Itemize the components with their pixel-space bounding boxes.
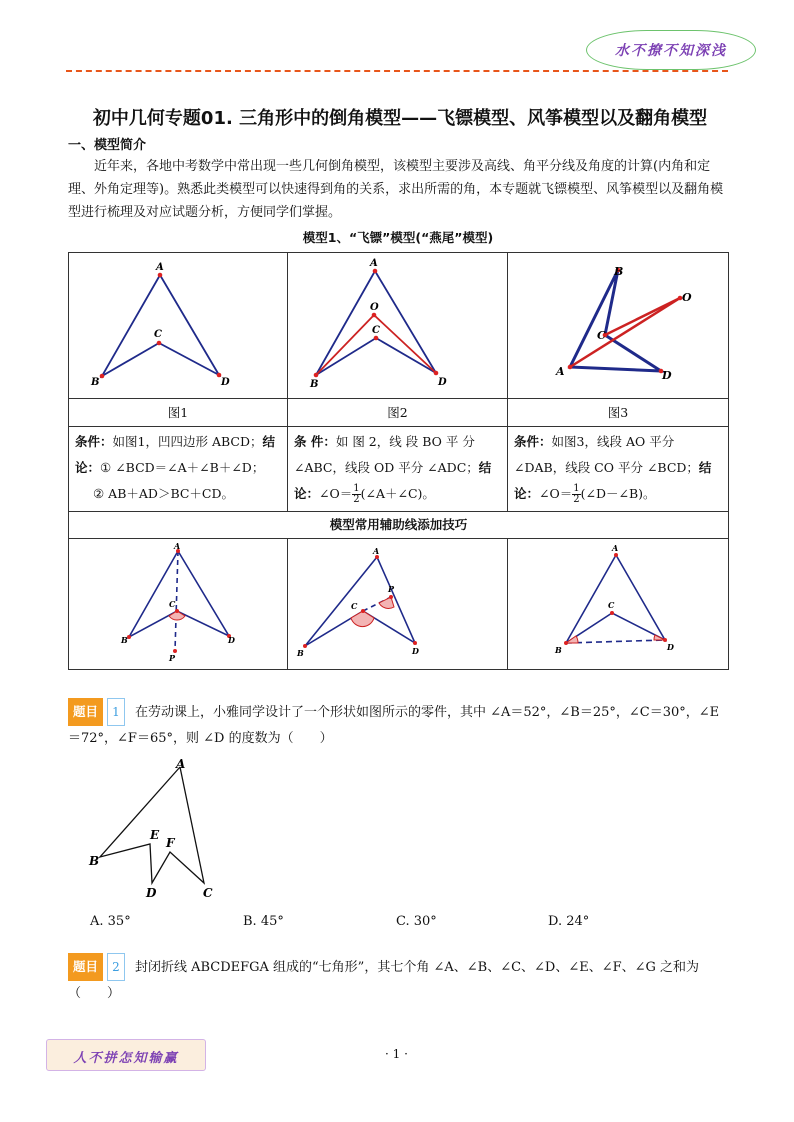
label-B: B: [555, 645, 562, 655]
label-A: A: [612, 543, 619, 553]
label-D: D: [662, 369, 672, 382]
question-number: 1: [107, 698, 125, 726]
option-a[interactable]: A. 35°: [90, 914, 131, 929]
page-number: · 1 ·: [385, 1047, 408, 1061]
question-tag: 题目: [68, 953, 103, 981]
label-B: B: [614, 265, 624, 278]
figure-2: [288, 253, 507, 398]
figure-2-label: 图2: [288, 399, 508, 427]
aux-diagram-1: [69, 539, 288, 669]
figure-3-label: 图3: [508, 399, 729, 427]
label-C: C: [154, 329, 162, 340]
label-O: O: [370, 302, 379, 313]
option-b[interactable]: B. 45°: [243, 914, 284, 929]
condition-2: 条 件：如 图 2，线 段 BO 平 分 ∠ABC，线段 OD 平分 ∠ADC；结论：∠O＝ $\frac{1}{2}$ (∠A＋∠C)。: [288, 427, 508, 512]
label-D: D: [667, 642, 674, 652]
header-slogan-badge: [586, 30, 756, 70]
figure-3-diagram: [508, 253, 729, 398]
q1-label-D: D: [146, 886, 157, 900]
label-D: D: [412, 646, 419, 656]
label-D: D: [438, 377, 447, 388]
header-divider: [66, 70, 728, 72]
question-1-figure: [84, 755, 234, 905]
model-caption: 模型1、“飞镖”模型(“燕尾”模型): [302, 230, 494, 245]
aux-diagram-2: [288, 539, 508, 669]
figure-2-diagram: [288, 253, 508, 398]
label-C: C: [351, 601, 358, 611]
option-d[interactable]: D. 24°: [548, 914, 590, 929]
model-table: [68, 252, 729, 670]
label-P: P: [169, 653, 176, 663]
aux-diagram-3: [508, 539, 729, 669]
question-1: [68, 698, 728, 752]
aux-lines-header: 模型常用辅助线添加技巧: [69, 512, 729, 539]
q1-label-B: B: [89, 854, 100, 868]
label-P: P: [388, 584, 395, 594]
question-2-text: 封闭折线 ABCDEFGA 组成的“七角形”，其七个角 ∠A、∠B、∠C、∠D、∠E、∠F、∠G 之和为（ ）: [68, 960, 700, 1001]
figure-1-diagram: [69, 253, 288, 398]
label-C: C: [169, 599, 176, 609]
figure-1-label: 图1: [69, 399, 288, 427]
question-1-text: 在劳动课上，小雅同学设计了一个形状如图所示的零件，其中 ∠A＝52°，∠B＝25°，∠C＝30°，∠E＝72°，∠F＝65°，则 ∠D 的度数为（ ）: [68, 705, 720, 746]
page-title: 初中几何专题01. 三角形中的倒角模型——飞镖模型、风筝模型以及翻角模型: [92, 108, 708, 129]
figure-1: [69, 253, 287, 398]
label-C: C: [608, 600, 615, 610]
option-c[interactable]: C. 30°: [396, 914, 437, 929]
question-tag: 题目: [68, 698, 103, 726]
label-B: B: [297, 648, 304, 658]
label-B: B: [310, 379, 319, 390]
section-heading: 一、模型简介: [68, 138, 147, 153]
label-C: C: [597, 329, 606, 342]
label-A: A: [156, 262, 164, 273]
label-B: B: [121, 635, 128, 645]
q1-label-E: E: [150, 828, 160, 842]
label-C: C: [372, 325, 380, 336]
header-slogan: 水不撩不知深浅: [615, 43, 727, 59]
condition-1: 条件：如图1，凹四边形 ABCD；结论：① ∠BCD＝∠A＋∠B＋∠D； ② AB＋AD＞BC＋CD。: [69, 427, 288, 512]
label-A: A: [370, 258, 378, 269]
condition-3: 条件：如图3，线段 AO 平分 ∠DAB，线段 CO 平分 ∠BCD；结论：∠O＝ $\frac{1}{2}$ (∠D－∠B)。: [508, 427, 729, 512]
label-B: B: [91, 377, 100, 388]
question-number: 2: [107, 953, 125, 981]
aux-figure-2: [288, 539, 507, 669]
intro-paragraph: 近年来，各地中考数学中常出现一些几何倒角模型，该模型主要涉及高线、角平分线及角度的计算(内角和定理、外角定理等)。熟悉此类模型可以快速得到角的关系，求出所需的角，本专题就飞镖模型、风筝模型以及翻角模型进行梳理及对应试题分析，方便同学们掌握。: [68, 159, 724, 220]
footer-slogan-badge: [46, 1039, 206, 1071]
q1-label-A: A: [176, 757, 186, 771]
figure-3: [508, 253, 728, 398]
label-A: A: [174, 541, 181, 551]
footer-slogan: 人不拼怎知输赢: [73, 1051, 179, 1066]
q1-label-F: F: [166, 836, 175, 850]
label-D: D: [228, 635, 235, 645]
fraction-half: $\frac{1}{2}$: [573, 483, 580, 505]
q1-label-C: C: [203, 886, 213, 900]
label-A: A: [556, 365, 565, 378]
fraction-half: $\frac{1}{2}$: [353, 483, 360, 505]
aux-figure-1: [69, 539, 287, 669]
label-D: D: [221, 377, 230, 388]
question-2: [68, 953, 728, 1007]
label-O: O: [682, 291, 692, 304]
label-A: A: [373, 546, 380, 556]
aux-figure-3: [508, 539, 728, 669]
